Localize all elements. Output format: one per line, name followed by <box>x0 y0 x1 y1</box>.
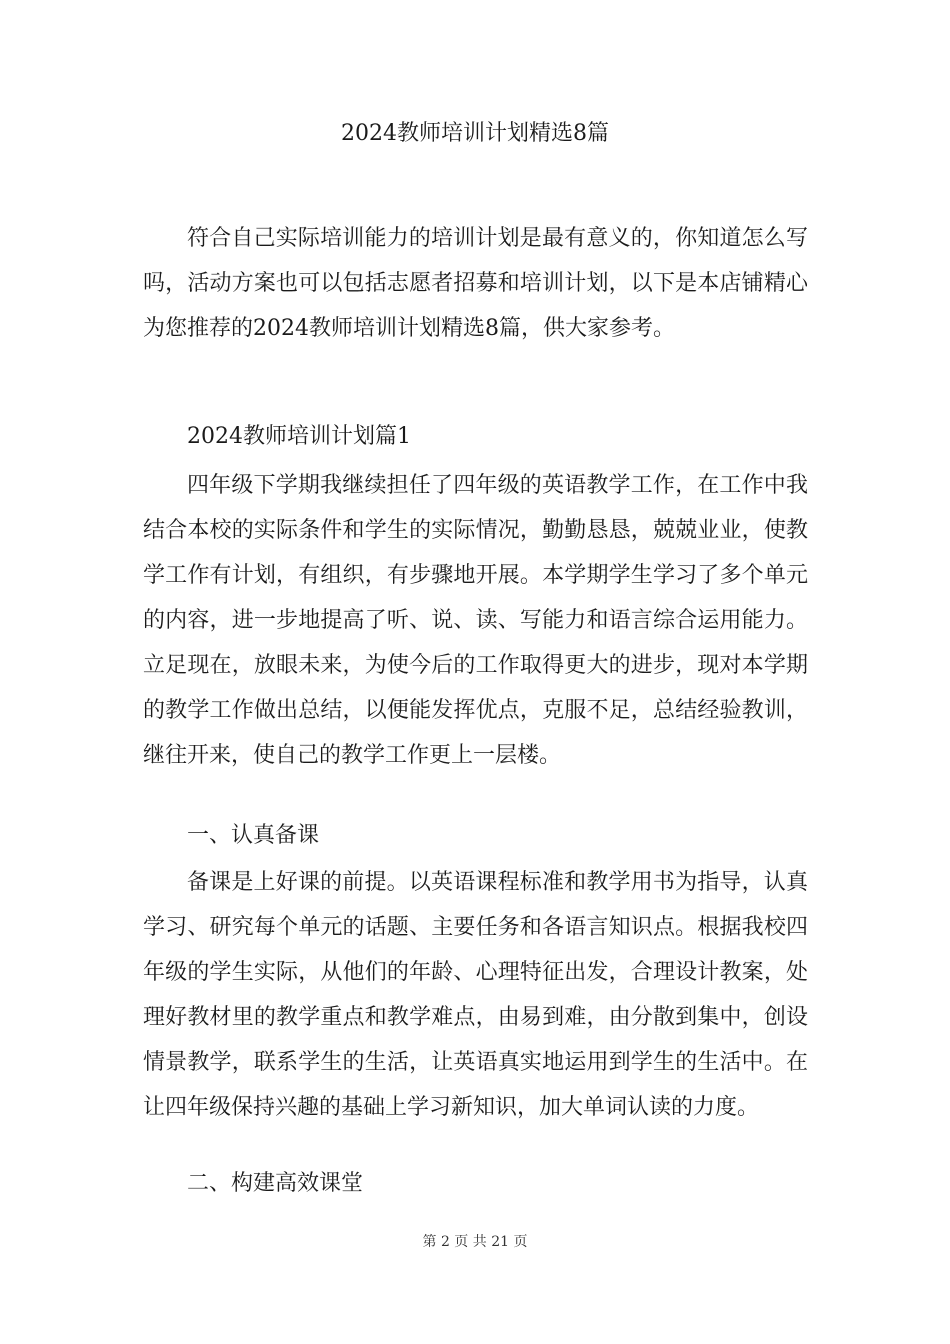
subheading-efficient-classroom: 二、构建高效课堂 <box>187 1171 364 1196</box>
page-number-footer: 第 2 页 共 21 页 <box>422 1234 528 1250</box>
body-paragraph: 四年级下学期我继续担任了四年级的英语教学工作，在工作中我结合本校的实际条件和学生的实际情况，勤勤恳恳，兢兢业业，使教学工作有计划，有组织，有步骤地开展。本学期学生学习了多个单元的内容，进一步地提高了听、说、读、写能力和语言综合运用能力。立足现在，放眼未来，为使今后的工作取得更大的进步，现对本学期的教学工作做出总结，以便能发挥优点，克服不足，总结经验教训，继往开来，使自己的教学工作更上一层楼。 <box>143 473 808 768</box>
section-heading: 2024教师培训计划篇1 <box>187 424 411 449</box>
intro-paragraph: 符合自己实际培训能力的培训计划是最有意义的，你知道怎么写吗，活动方案也可以包括志愿者招募和培训计划，以下是本店铺精心为您推荐的2024教师培训计划精选8篇，供大家参考。 <box>143 226 808 341</box>
body-paragraph: 备课是上好课的前提。以英语课程标准和教学用书为指导，认真学习、研究每个单元的话题、主要任务和各语言知识点。根据我校四年级的学生实际，从他们的年龄、心理特征出发，合理设计教案，处理好教材里的教学重点和教学难点，由易到难，由分散到集中，创设情景教学，联系学生的生活，让英语真实地运用到学生的生活中。在让四年级保持兴趣的基础上学习新知识，加大单词认读的力度。 <box>143 870 808 1120</box>
subheading-prepare-lessons: 一、认真备课 <box>187 823 320 848</box>
document-title: 2024教师培训计划精选8篇 <box>341 121 609 146</box>
